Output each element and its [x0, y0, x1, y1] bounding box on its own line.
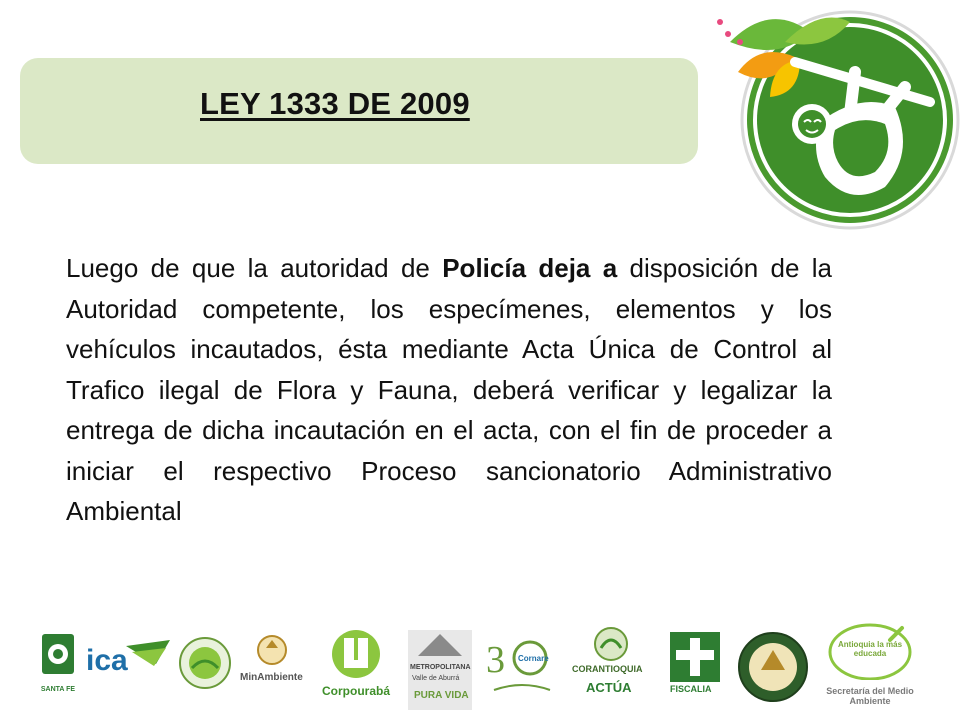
area-metropolitana-title: METROPOLITANA	[410, 664, 471, 671]
secretaria-medio-ambiente-label: Secretaría del Medio Ambiente	[826, 686, 914, 706]
area-metropolitana-subtitle: Valle de Aburrá	[412, 675, 460, 682]
fiscalia-label: FISCALIA	[670, 684, 712, 694]
minambiente-logo	[236, 632, 308, 696]
body-text-rest: disposición de la Autoridad competente, los especímenes, elementos y los vehículos incautados, ésta mediante Acta Única de Control al Trafico ilegal de Flora y Fauna, deberá verificar y legalizar la entrega de dicha incautación en el acta, con el fin de proceder a iniciar el respectivo Proceso sancionatorio Administrativo Ambiental	[66, 253, 833, 526]
body-text-bold: Policía deja a	[442, 253, 618, 283]
antioquia-educada-logo	[820, 622, 920, 712]
body-text-intro: Luego de que la autoridad de	[66, 253, 443, 283]
santa-fe-logo	[38, 632, 78, 702]
corantioquia-logo	[568, 626, 654, 702]
corantioquia-slogan: ACTÚA	[586, 680, 632, 695]
policia-seal	[736, 630, 810, 704]
corantioquia-label: CORANTIOQUIA	[572, 664, 643, 674]
svg-text:3: 3	[486, 639, 505, 681]
santa-fe-label: SANTA FE	[40, 686, 76, 693]
cornare-label: Cornare	[518, 654, 549, 663]
ica-label: ica	[86, 644, 128, 677]
corpouraba-label: Corpourabá	[322, 684, 391, 698]
ica-logo	[86, 638, 172, 688]
slide-title: LEY 1333 DE 2009	[200, 86, 470, 121]
minambiente-label: MinAmbiente	[240, 672, 303, 683]
partner-logos-row	[0, 610, 960, 720]
cornare-30-logo	[484, 632, 558, 698]
secretaria-agricultura-seal	[178, 636, 232, 690]
slide-body	[66, 248, 832, 532]
sloth-logo	[700, 2, 960, 232]
fiscalia-logo	[668, 630, 722, 704]
corpouraba-logo	[318, 628, 394, 702]
area-metropolitana-logo	[408, 630, 472, 710]
antioquia-educada-label: Antioquia la más educada	[838, 640, 903, 658]
area-metropolitana-slogan: PURA VIDA	[414, 690, 469, 701]
